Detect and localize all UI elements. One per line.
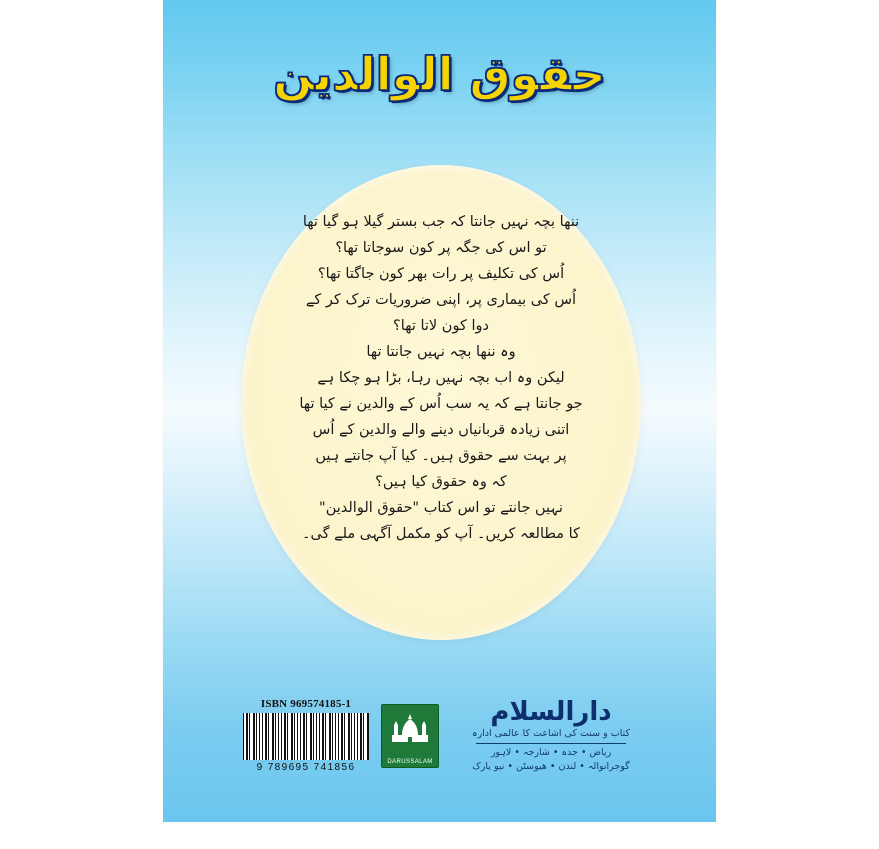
darussalam-logo	[381, 704, 439, 768]
poem-line: اُس کی تکلیف پر رات بھر کون جاگتا تھا؟	[317, 266, 565, 282]
logo-caption: DARUSSALAM	[387, 759, 433, 765]
poem-line: جو جانتا ہے کہ یہ سب اُس کے والدین نے کیا تھا	[299, 396, 583, 412]
poem-line: اتنی زیادہ قربانیاں دینے والے والدین کے اُس	[312, 422, 570, 438]
publisher-block	[451, 698, 651, 774]
poem-text-block	[275, 209, 607, 599]
poem-line: نہیں جانتے تو اس کتاب "حقوق الوالدین"	[319, 500, 563, 516]
poem-line: لیکن وہ اب بچہ نہیں رہا، بڑا ہو چکا ہے	[317, 370, 565, 386]
poem-line: دوا کون لاتا تھا؟	[393, 318, 489, 334]
book-back-cover	[163, 0, 716, 822]
poem-line: وہ ننھا بچہ نہیں جانتا تھا	[366, 344, 516, 360]
publisher-address-line-2: گوجرانوالہ • لندن • ھیوسٹن • نیو یارک	[472, 760, 630, 772]
poem-line: ننھا بچہ نہیں جانتا کہ جب بستر گیلا ہو گیا تھا	[302, 214, 580, 230]
poem-oval-panel	[241, 165, 641, 640]
publisher-name: دارالسلام	[490, 697, 612, 727]
publisher-divider	[476, 743, 626, 744]
poem-line: کا مطالعہ کریں۔ آپ کو مکمل آگہی ملے گی۔	[302, 526, 580, 542]
cover-footer	[163, 690, 716, 800]
isbn-label: ISBN 969574185-1	[260, 698, 352, 710]
poem-line: کہ وہ حقوق کیا ہیں؟	[375, 474, 507, 490]
barcode-number: 9 789695 741856	[256, 762, 356, 773]
poem-line: تو اس کی جگہ پر کون سوجاتا تھا؟	[335, 240, 547, 256]
book-title	[163, 48, 716, 101]
publisher-address-line-1: ریاض • جدہ • شارجہ • لاہور	[490, 746, 612, 758]
barcode-icon	[243, 713, 369, 760]
poem-line: پر بہت سے حقوق ہیں۔ کیا آپ جانتے ہیں	[315, 448, 567, 464]
isbn-block	[241, 698, 371, 773]
book-title-text: حقوق الوالدین	[273, 47, 606, 101]
mosque-icon	[382, 711, 438, 749]
publisher-tagline: کتاب و سنت کی اشاعت کا عالمی ادارہ	[472, 727, 630, 739]
poem-line: اُس کی بیماری پر، اپنی ضروریات ترک کر کے	[305, 292, 577, 308]
